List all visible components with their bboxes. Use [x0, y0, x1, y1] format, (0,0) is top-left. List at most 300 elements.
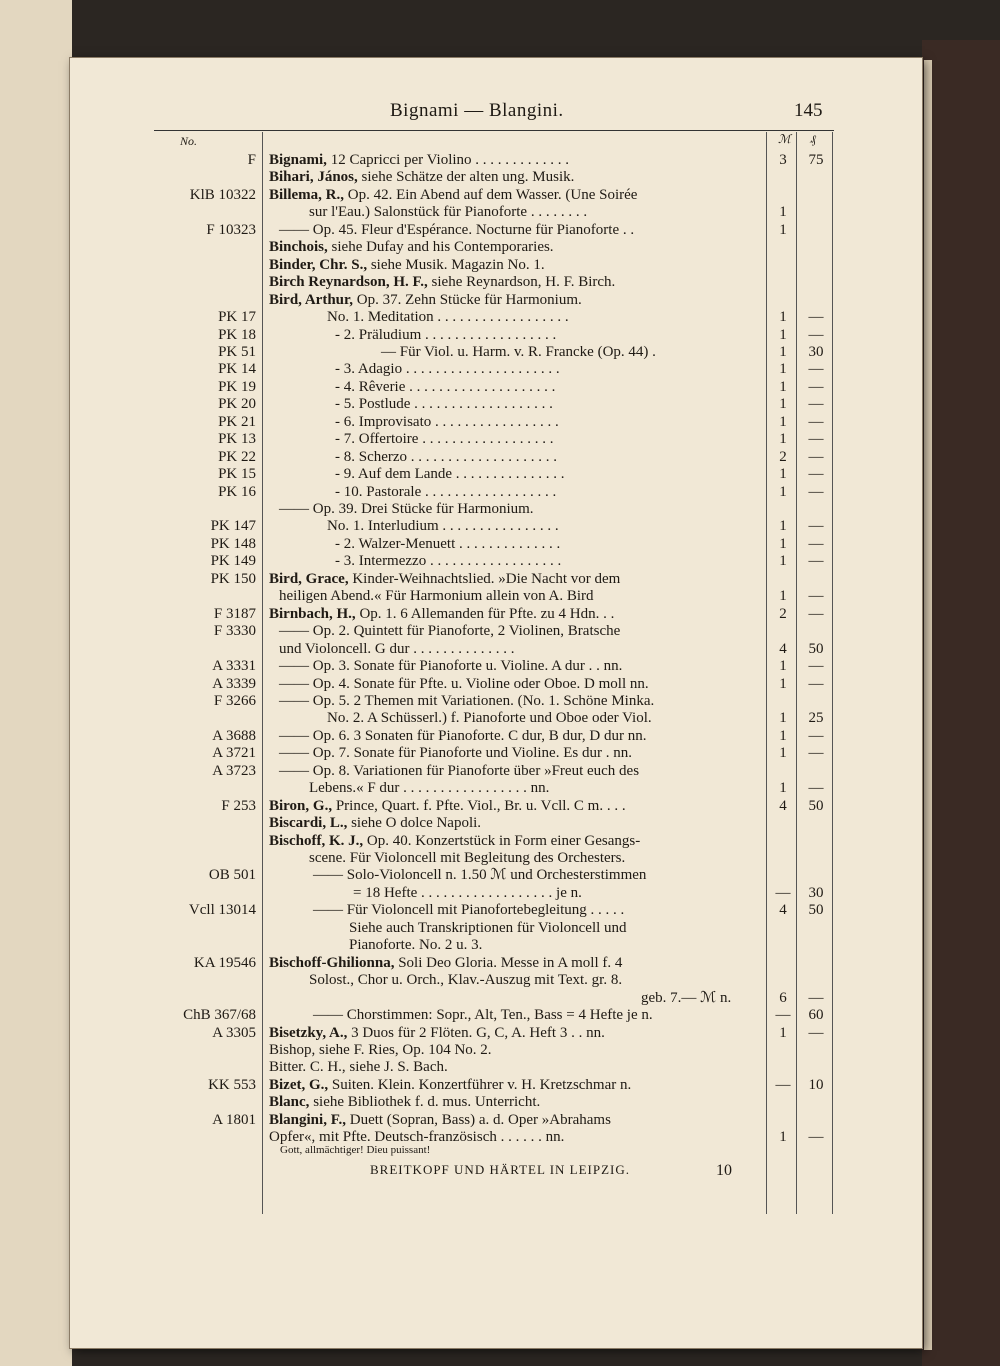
entry-desc: No. 1. Meditation . . . . . . . . . . . . . . . . . . — [327, 309, 569, 326]
entry-row — [70, 187, 922, 204]
entry-row — [70, 379, 922, 396]
price-pfennig: — — [808, 396, 824, 413]
entry-code: PK 21 — [218, 413, 256, 430]
entry-code: OB 501 — [208, 867, 256, 884]
entry-text — [641, 990, 731, 1007]
entry-row — [70, 204, 922, 221]
price-pfennig: 10 — [808, 1076, 824, 1093]
price-pfennig: 50 — [808, 902, 824, 919]
entry-text — [381, 344, 656, 361]
catalog-page — [70, 58, 922, 1348]
entry-code: F 3187 — [213, 605, 256, 622]
entry-row — [70, 710, 922, 727]
entry-text — [269, 606, 614, 623]
entry-row — [70, 798, 922, 815]
entry-row — [70, 955, 922, 972]
entry-text — [269, 1042, 492, 1059]
entry-desc: —— Op. 8. Variationen für Pianoforte über »Freut euch des — [279, 762, 640, 779]
note-text: Gott, allmächtiger! Dieu puissant! — [280, 1144, 431, 1156]
entry-code: F 3266 — [213, 692, 256, 709]
price-mark: 1 — [779, 483, 787, 500]
entry-text — [309, 972, 622, 989]
entry-row — [70, 239, 922, 256]
entry-desc: Op. 1. 6 Allemanden für Pfte. zu 4 Hdn. . . — [355, 605, 615, 622]
entry-desc: —— Op. 7. Sonate für Pianoforte und Violine. Es dur . nn. — [279, 745, 632, 762]
price-mark: 1 — [779, 553, 787, 570]
entry-desc: sur l'Eau.) Salonstück für Pianoforte . . . . . . . . — [309, 204, 588, 221]
entry-desc: —— Op. 45. Fleur d'Espérance. Nocturne für Pianoforte . . — [279, 221, 635, 238]
entry-row — [70, 815, 922, 832]
entry-row — [70, 553, 922, 570]
entry-code: PK 14 — [218, 361, 256, 378]
col-head-mark: ℳ — [778, 132, 791, 146]
price-pfennig: — — [808, 483, 824, 500]
price-pfennig: 30 — [808, 343, 824, 360]
entry-desc: - 6. Improvisato . . . . . . . . . . . . . . . . . — [335, 413, 559, 430]
price-pfennig: — — [808, 413, 824, 430]
entry-desc: Soli Deo Gloria. Messe in A moll f. 4 — [394, 954, 623, 971]
price-mark: 1 — [779, 309, 787, 326]
entry-code: KK 553 — [208, 1076, 256, 1093]
header-rule — [154, 130, 834, 131]
entry-code: A 3331 — [212, 658, 256, 675]
price-mark: 1 — [779, 745, 787, 762]
book-spine — [922, 40, 1000, 1366]
entry-text — [269, 1077, 631, 1094]
entry-heading: Bischoff-Ghilionna, — [269, 954, 395, 971]
entry-row — [70, 484, 922, 501]
entry-desc: - 10. Pastorale . . . . . . . . . . . . . . . . . . — [335, 483, 557, 500]
entry-heading: Blanc, — [269, 1094, 310, 1111]
entry-row — [70, 344, 922, 361]
entry-text — [279, 745, 632, 762]
entry-code: A 3305 — [212, 1024, 256, 1041]
entry-text — [335, 553, 561, 570]
entry-desc: und Violoncell. G dur . . . . . . . . . . . . . . — [279, 640, 515, 657]
entry-text — [279, 222, 634, 239]
entry-text — [327, 710, 652, 727]
price-pfennig: — — [808, 658, 824, 675]
entry-row — [70, 536, 922, 553]
price-mark: 1 — [779, 343, 787, 360]
entry-desc: Bishop, siehe F. Ries, Op. 104 No. 2. — [269, 1041, 492, 1058]
entry-desc: siehe Bibliothek f. d. mus. Unterricht. — [309, 1094, 541, 1111]
entry-text — [309, 850, 625, 867]
price-pfennig: — — [808, 431, 824, 448]
entry-code: PK 149 — [210, 553, 256, 570]
entry-row — [70, 449, 922, 466]
entry-desc: —— Für Violoncell mit Pianofortebegleitung . . . . . — [313, 902, 625, 919]
entry-desc: Siehe auch Transkriptionen für Violoncell und — [349, 919, 627, 936]
entry-heading: Bihari, János, — [269, 169, 358, 186]
entry-heading: Blangini, F., — [269, 1111, 346, 1128]
running-header — [70, 100, 922, 130]
entry-desc: Prince, Quart. f. Pfte. Viol., Br. u. Vcll. C m. . . . — [332, 797, 626, 814]
entry-heading: Binchois, — [269, 239, 328, 256]
entry-text — [279, 763, 639, 780]
price-pfennig: 60 — [808, 1007, 824, 1024]
entry-text — [313, 902, 624, 919]
price-mark: 1 — [779, 588, 787, 605]
entry-code: Vcll 13014 — [188, 902, 256, 919]
entry-code: ChB 367/68 — [183, 1007, 256, 1024]
entry-code: F — [247, 152, 256, 168]
entry-code: A 3721 — [212, 745, 256, 762]
entry-text — [279, 658, 622, 675]
entry-text — [269, 1059, 448, 1076]
entry-code: F 253 — [221, 797, 256, 814]
entry-row — [70, 920, 922, 937]
entry-desc: - 2. Präludium . . . . . . . . . . . . . . . . . . — [335, 326, 557, 343]
entry-text — [269, 292, 582, 309]
signature-mark: 10 — [716, 1162, 732, 1179]
entry-row — [70, 937, 922, 954]
price-pfennig: — — [808, 605, 824, 622]
entry-code: PK 19 — [218, 378, 256, 395]
price-mark: 2 — [779, 448, 787, 465]
price-mark: 2 — [779, 605, 787, 622]
entry-text — [269, 239, 554, 256]
entry-desc: Solost., Chor u. Orch., Klav.-Auszug mit Text. gr. 8. — [309, 972, 623, 989]
entry-desc: —— Op. 6. 3 Sonaten für Pianoforte. C dur, B dur, D dur nn. — [279, 727, 647, 744]
price-mark: 4 — [779, 797, 787, 814]
entry-desc: — Für Viol. u. Harm. v. R. Francke (Op. 44) . — [381, 343, 656, 360]
entry-desc: - 2. Walzer-Menuett . . . . . . . . . . . . . . — [335, 535, 561, 552]
entry-desc: - 5. Postlude . . . . . . . . . . . . . . . . . . . — [335, 396, 553, 413]
entry-row — [70, 833, 922, 850]
page-title: Bignami — Blangini. — [390, 100, 564, 121]
note-line — [70, 1142, 922, 1159]
entry-row — [70, 1059, 922, 1076]
entry-row — [70, 309, 922, 326]
entry-text — [335, 466, 565, 483]
price-mark: 1 — [779, 780, 787, 797]
entry-code: PK 20 — [218, 396, 256, 413]
price-mark: 1 — [779, 361, 787, 378]
price-mark: 1 — [779, 466, 787, 483]
price-mark: 1 — [779, 1024, 787, 1041]
entry-row — [70, 274, 922, 291]
entry-heading: Bizet, G., — [269, 1076, 329, 1093]
price-pfennig: 75 — [808, 152, 824, 168]
entry-code: PK 17 — [218, 309, 256, 326]
price-pfennig: — — [808, 1024, 824, 1041]
entry-desc: —— Op. 5. 2 Themen mit Variationen. (No. 1. Schöne Minka. — [279, 692, 655, 709]
entry-desc: Bitter. C. H., siehe J. S. Bach. — [269, 1059, 448, 1076]
entry-desc: geb. 7.— ℳ n. — [641, 989, 732, 1006]
entry-row — [70, 1077, 922, 1094]
entry-row — [70, 623, 922, 640]
entry-text — [335, 361, 560, 378]
price-pfennig: — — [808, 588, 824, 605]
entry-desc: = 18 Hefte . . . . . . . . . . . . . . . . . . je n. — [353, 884, 582, 901]
entry-text — [335, 484, 556, 501]
price-mark: 1 — [779, 221, 787, 238]
entry-heading: Biron, G., — [269, 797, 333, 814]
entry-text — [269, 1112, 611, 1129]
entry-row — [70, 571, 922, 588]
entry-text — [279, 623, 620, 640]
entry-text — [279, 676, 649, 693]
entry-desc: - 8. Scherzo . . . . . . . . . . . . . . . . . . . . — [335, 448, 558, 465]
publisher-footer: BREITKOPF UND HÄRTEL IN LEIPZIG. — [370, 1162, 631, 1177]
price-pfennig: 50 — [808, 797, 824, 814]
entry-heading: Bignami, — [269, 152, 327, 168]
entry-row — [70, 972, 922, 989]
price-pfennig: — — [808, 745, 824, 762]
entry-text — [279, 693, 654, 710]
price-mark: 1 — [779, 710, 787, 727]
entry-desc: - 9. Auf dem Lande . . . . . . . . . . . . . . . — [335, 466, 565, 483]
entry-code: PK 18 — [218, 326, 256, 343]
entry-row — [70, 1094, 922, 1111]
price-pfennig: — — [808, 553, 824, 570]
price-pfennig: — — [808, 466, 824, 483]
entry-text — [313, 1007, 653, 1024]
entry-text — [269, 257, 545, 274]
price-pfennig: — — [808, 727, 824, 744]
price-pfennig: — — [808, 378, 824, 395]
price-mark: 1 — [779, 413, 787, 430]
entry-row — [70, 327, 922, 344]
price-pfennig: — — [808, 309, 824, 326]
entry-text — [335, 396, 553, 413]
price-mark: 4 — [779, 640, 787, 657]
entry-desc: No. 2. A Schüsserl.) f. Pianoforte und Oboe oder Viol. — [327, 710, 652, 727]
entry-code: A 3688 — [212, 727, 256, 744]
entry-row — [70, 676, 922, 693]
price-mark: 1 — [779, 378, 787, 395]
entry-text — [335, 379, 555, 396]
entry-row — [70, 990, 922, 1007]
entry-row — [70, 1112, 922, 1129]
price-mark: — — [775, 1007, 791, 1024]
page-stack-edge — [924, 60, 932, 1350]
entry-desc: Suiten. Klein. Konzertführer v. H. Kretzschmar n. — [328, 1076, 632, 1093]
entry-heading: Binder, Chr. S., — [269, 256, 368, 273]
price-pfennig: — — [808, 675, 824, 692]
entry-row — [70, 850, 922, 867]
entry-heading: Bischoff, K. J., — [269, 832, 364, 849]
entry-text — [269, 833, 640, 850]
entry-desc: —— Chorstimmen: Sopr., Alt, Ten., Bass = 4 Hefte je n. — [313, 1007, 653, 1024]
entry-code: A 3339 — [212, 675, 256, 692]
entry-text — [309, 780, 549, 797]
entry-desc: - 3. Intermezzo . . . . . . . . . . . . . . . . . . — [335, 553, 562, 570]
price-mark: 6 — [779, 989, 787, 1006]
price-pfennig: — — [808, 518, 824, 535]
entry-row — [70, 780, 922, 797]
entry-text — [313, 867, 646, 884]
price-mark: 1 — [779, 204, 787, 221]
entry-text — [327, 518, 559, 535]
col-head-pf: ₰ — [810, 132, 816, 146]
entry-row — [70, 641, 922, 658]
entry-code: PK 13 — [218, 431, 256, 448]
entry-desc: Op. 40. Konzertstück in Form einer Gesangs- — [363, 832, 641, 849]
entry-row — [70, 745, 922, 762]
entry-row — [70, 152, 922, 169]
entry-code: A 3723 — [212, 762, 256, 779]
price-pfennig: — — [808, 448, 824, 465]
entry-text — [269, 187, 637, 204]
price-mark: 1 — [779, 518, 787, 535]
entry-heading: Billema, R., — [269, 186, 344, 203]
entry-code: A 1801 — [212, 1111, 256, 1128]
entry-desc: 12 Capricci per Violino . . . . . . . . . . . . . — [326, 152, 570, 168]
entry-code: KA 19546 — [193, 954, 256, 971]
price-mark: 1 — [779, 658, 787, 675]
col-head-no: No. — [180, 134, 198, 148]
price-mark: 1 — [779, 1129, 787, 1146]
entry-text — [335, 536, 560, 553]
entry-desc: Op. 37. Zehn Stücke für Harmonium. — [353, 291, 582, 308]
entry-text — [279, 641, 514, 658]
entry-code: F 10323 — [206, 221, 256, 238]
entry-text — [269, 1025, 605, 1042]
entry-text — [269, 169, 574, 186]
entry-desc: - 7. Offertoire . . . . . . . . . . . . . . . . . . — [335, 431, 554, 448]
price-mark: 1 — [779, 396, 787, 413]
entry-text — [269, 1094, 540, 1111]
entry-row — [70, 257, 922, 274]
entry-text — [335, 327, 556, 344]
price-mark: — — [775, 1076, 791, 1093]
entry-code: PK 15 — [218, 466, 256, 483]
entry-text — [349, 937, 482, 954]
entry-heading: Birch Reynardson, H. F., — [269, 274, 428, 291]
price-pfennig: 30 — [808, 884, 824, 901]
entry-row — [70, 169, 922, 186]
price-mark: 4 — [779, 902, 787, 919]
entry-row — [70, 292, 922, 309]
price-mark: 1 — [779, 431, 787, 448]
price-pfennig: — — [808, 326, 824, 343]
price-mark: 1 — [779, 675, 787, 692]
entry-row — [70, 693, 922, 710]
price-pfennig: — — [808, 361, 824, 378]
entry-text — [335, 449, 557, 466]
price-pfennig: — — [808, 989, 824, 1006]
entry-desc: siehe Reynardson, H. F. Birch. — [427, 274, 616, 291]
entry-desc: —— Op. 3. Sonate für Pianoforte u. Violine. A dur . . nn. — [279, 658, 623, 675]
entry-row — [70, 902, 922, 919]
entry-desc: siehe O dolce Napoli. — [347, 815, 482, 832]
entry-row — [70, 1042, 922, 1059]
entry-heading: Birnbach, H., — [269, 605, 356, 622]
entry-code: PK 16 — [218, 483, 256, 500]
entry-desc: Opfer«, mit Pfte. Deutsch-französisch . . . . . . nn. — [269, 1129, 565, 1146]
entry-row — [70, 1007, 922, 1024]
entry-text — [349, 920, 627, 937]
entry-desc: —— Op. 2. Quintett für Pianoforte, 2 Violinen, Bratsche — [279, 623, 621, 640]
price-pfennig: — — [808, 535, 824, 552]
entry-row — [70, 885, 922, 902]
entry-row — [70, 728, 922, 745]
price-mark: 1 — [779, 727, 787, 744]
entry-code: PK 22 — [218, 448, 256, 465]
entry-text — [309, 204, 587, 221]
entry-desc: siehe Musik. Magazin No. 1. — [367, 256, 545, 273]
entry-row — [70, 588, 922, 605]
entry-desc: Duett (Sopran, Bass) a. d. Oper »Abrahams — [345, 1111, 611, 1128]
entry-desc: - 3. Adagio . . . . . . . . . . . . . . . . . . . . . — [335, 361, 560, 378]
entry-text — [269, 571, 620, 588]
entry-desc: siehe Dufay and his Contemporaries. — [327, 239, 554, 256]
entry-text — [327, 309, 569, 326]
entry-row — [70, 658, 922, 675]
entry-desc: —— Op. 39. Drei Stücke für Harmonium. — [279, 501, 534, 517]
entry-row — [70, 222, 922, 239]
entry-row — [70, 763, 922, 780]
price-mark: — — [775, 884, 791, 901]
entry-desc: heiligen Abend.« Für Harmonium allein von A. Bird — [279, 588, 594, 605]
entry-desc: Pianoforte. No. 2 u. 3. — [349, 937, 483, 954]
entry-text — [269, 798, 626, 815]
entry-text — [269, 815, 481, 832]
entry-code: PK 150 — [210, 570, 256, 587]
entry-desc: Lebens.« F dur . . . . . . . . . . . . . . . . . nn. — [309, 780, 550, 797]
price-mark: 1 — [779, 326, 787, 343]
entry-text — [279, 728, 647, 745]
price-mark: 3 — [779, 152, 787, 168]
entry-desc: Kinder-Weihnachtslied. »Die Nacht vor dem — [348, 570, 621, 587]
entry-desc: scene. Für Violoncell mit Begleitung des Orchesters. — [309, 850, 626, 866]
entry-code: KlB 10322 — [189, 186, 256, 203]
entry-desc: 3 Duos für 2 Flöten. G, C, A. Heft 3 . . nn. — [347, 1024, 605, 1041]
entry-text — [279, 588, 594, 605]
price-pfennig: — — [808, 1129, 824, 1146]
entry-text — [353, 885, 582, 902]
entry-text — [269, 955, 622, 972]
price-mark: 1 — [779, 535, 787, 552]
entry-heading: Bisetzky, A., — [269, 1024, 348, 1041]
entry-code: PK 148 — [210, 535, 256, 552]
entry-row — [70, 518, 922, 535]
entry-row — [70, 396, 922, 413]
entry-desc: siehe Schätze der alten ung. Musik. — [357, 169, 575, 186]
page-number: 145 — [794, 100, 823, 121]
entry-row — [70, 1025, 922, 1042]
entry-heading: Biscardi, L., — [269, 815, 348, 832]
entry-text — [269, 152, 569, 169]
entry-heading: Bird, Grace, — [269, 570, 349, 587]
entry-code: PK 147 — [210, 518, 256, 535]
entry-desc: Op. 42. Ein Abend auf dem Wasser. (Une Soirée — [344, 186, 638, 203]
left-page-edge — [0, 0, 72, 1366]
entry-text — [269, 274, 615, 291]
entry-code: PK 51 — [218, 343, 256, 360]
entry-row — [70, 606, 922, 623]
entry-row — [70, 431, 922, 448]
entry-row — [70, 466, 922, 483]
entry-heading: Bird, Arthur, — [269, 291, 354, 308]
entry-text — [279, 501, 534, 518]
price-pfennig: 25 — [808, 710, 824, 727]
entry-row — [70, 867, 922, 884]
entry-desc: —— Solo-Violoncell n. 1.50 ℳ und Orchesterstimmen — [313, 867, 647, 884]
entry-desc: - 4. Rêverie . . . . . . . . . . . . . . . . . . . . — [335, 378, 556, 395]
entry-code: F 3330 — [213, 623, 256, 640]
entry-desc: No. 1. Interludium . . . . . . . . . . . . . . . . — [327, 518, 559, 535]
entry-row — [70, 501, 922, 518]
entry-text — [335, 431, 553, 448]
entry-row — [70, 361, 922, 378]
entry-row — [70, 414, 922, 431]
entry-text — [335, 414, 559, 431]
price-pfennig: 50 — [808, 640, 824, 657]
price-pfennig: — — [808, 780, 824, 797]
